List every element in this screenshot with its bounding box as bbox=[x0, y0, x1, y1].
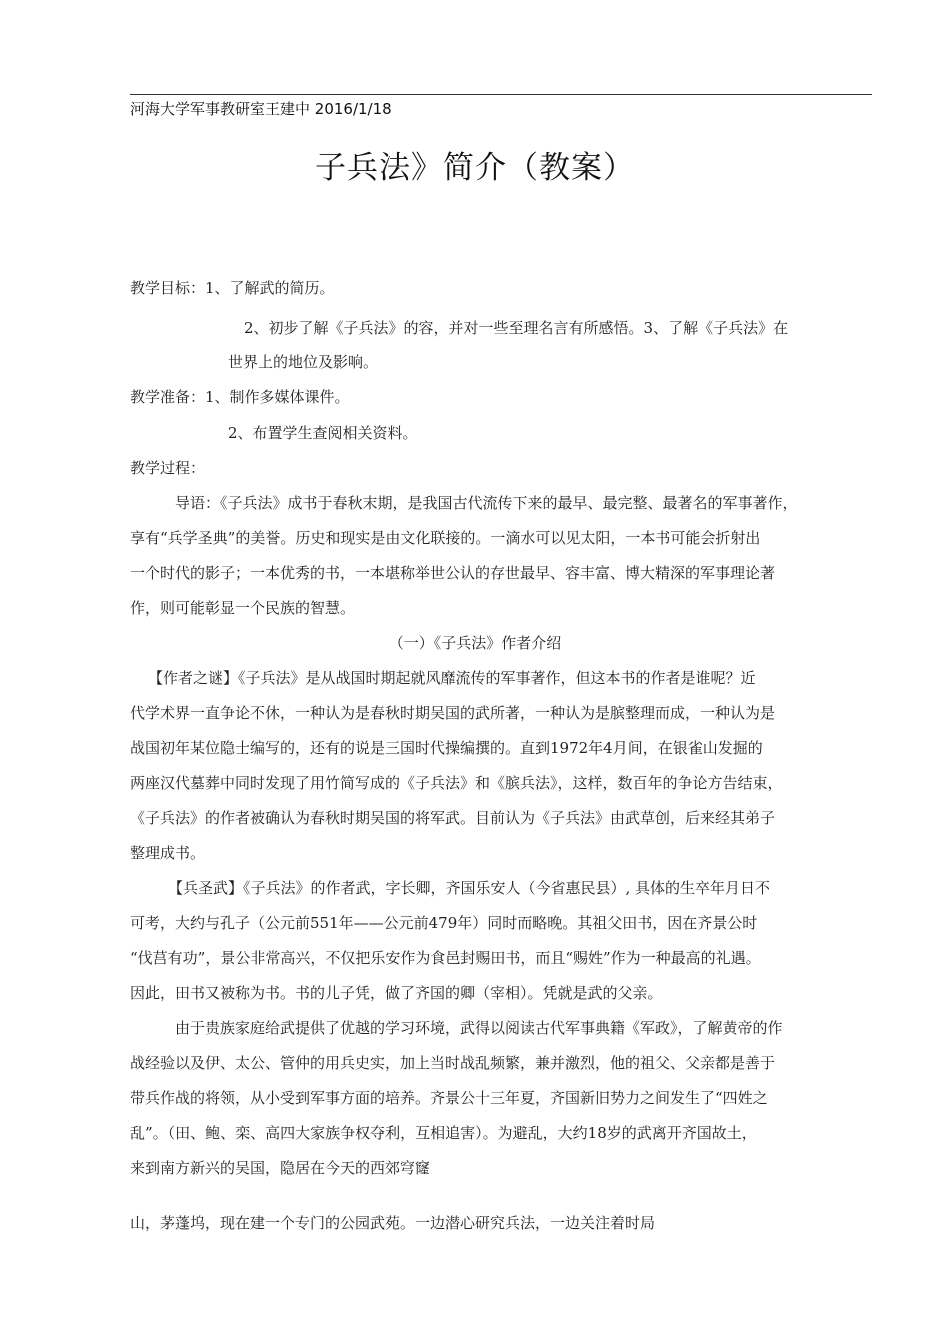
body-line: 整理成书。 bbox=[130, 844, 206, 862]
body-line: 山，茅蓬坞，现在建一个专门的公园武苑。一边潜心研究兵法，一边关注着时局 bbox=[130, 1214, 656, 1232]
body-line: 作，则可能彰显一个民族的智慧。 bbox=[130, 599, 356, 617]
body-line: 享有“兵学圣典”的美誉。历史和现实是由文化联接的。一滴水可以见太阳，一本书可能会折射出 bbox=[130, 529, 761, 547]
body-line: 战经验以及伊、太公、管仲的用兵史实，加上当时战乱频繁，兼并激烈，他的祖父、父亲都是善于 bbox=[130, 1054, 776, 1072]
body-line: “伐莒有功”，景公非常高兴，不仅把乐安作为食邑封赐田书，而且“赐姓”作为一种最高的礼遇。 bbox=[130, 949, 761, 967]
body-line: 可考，大约与孔子（公元前551年——公元前479年）同时而略晚。其祖父田书，因在齐景公时 bbox=[130, 914, 758, 932]
body-line: 因此，田书又被称为书。书的儿子凭，做了齐国的卿（宰相）。凭就是武的父亲。 bbox=[130, 984, 663, 1002]
body-line: 一个时代的影子；一本优秀的书，一本堪称举世公认的存世最早、容丰富、博大精深的军事理论著 bbox=[130, 564, 776, 582]
body-line: 2、初步了解《子兵法》的容，并对一些至理名言有所感悟。3、了解《子兵法》在 bbox=[244, 319, 789, 337]
body-line: 由于贵族家庭给武提供了优越的学习环境，武得以阅读古代军事典籍《军政》，了解黄帝的作 bbox=[175, 1019, 783, 1037]
body-line: 【兵圣武】《子兵法》的作者武，字长卿，齐国乐安人（今省惠民县）, 具体的生卒年月日不 bbox=[168, 879, 771, 897]
body-line: 代学术界一直争论不休，一种认为是春秋时期吴国的武所著，一种认为是膑整理而成，一种认为是 bbox=[130, 704, 776, 722]
section-heading: （一）《子兵法》作者介绍 bbox=[388, 634, 562, 652]
body-line: 《子兵法》的作者被确认为春秋时期吴国的将军武。目前认为《子兵法》由武草创，后来经其弟子 bbox=[130, 809, 776, 827]
body-line: 带兵作战的将领，从小受到军事方面的培养。齐景公十三年夏，齐国新旧势力之间发生了“四姓之 bbox=[130, 1089, 768, 1107]
body-line: 【作者之谜】《子兵法》是从战国时期起就风靡流传的军事著作，但这本书的作者是谁呢？近 bbox=[148, 669, 756, 687]
body-line: 教学过程： bbox=[130, 459, 206, 477]
body-line: 教学准备：1、制作多媒体课件。 bbox=[130, 388, 350, 406]
body-line: 战国初年某位隐士编写的，还有的说是三国时代操编撰的。直到1972年4月间，在银雀山发掘的 bbox=[130, 739, 763, 757]
body-line: 两座汉代墓葬中同时发现了用竹简写成的《子兵法》和《膑兵法》，这样，数百年的争论方告结束， bbox=[130, 774, 783, 792]
body-line: 导语：《子兵法》成书于春秋末期，是我国古代流传下来的最早、最完整、最著名的军事著作， bbox=[175, 494, 798, 512]
document-header: 河海大学军事教研室王建中 2016/1/18 bbox=[130, 100, 392, 118]
body-line: 教学目标：1、了解武的简历。 bbox=[130, 279, 335, 297]
header-rule bbox=[130, 94, 872, 95]
document-title: 子兵法》简介（教案） bbox=[315, 150, 635, 186]
body-line: 2、布置学生查阅相关资料。 bbox=[228, 424, 418, 442]
body-line: 世界上的地位及影响。 bbox=[228, 353, 379, 371]
body-line: 乱”。（田、鲍、栾、高四大家族争权夺利，互相追害）。为避乱，大约18岁的武离开齐国故土， bbox=[130, 1124, 757, 1142]
body-line: 来到南方新兴的吴国，隐居在今天的西郊穹窿 bbox=[130, 1159, 431, 1177]
